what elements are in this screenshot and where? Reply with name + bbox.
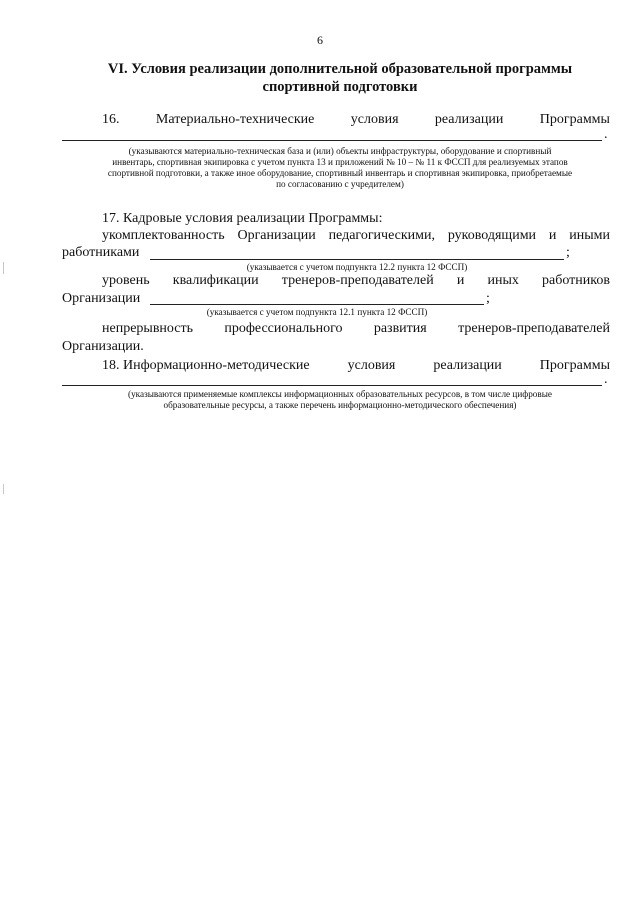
item16-word: условия	[350, 112, 399, 127]
qualification-fill-line	[150, 304, 484, 305]
development-cont: Организации.	[62, 339, 144, 354]
qualification-word: квалификации	[172, 273, 259, 288]
item16-line	[102, 111, 610, 129]
staffing-hint: (указывается с учетом подпункта 12.2 пункта 12 ФССП)	[246, 262, 468, 272]
scan-artifact	[3, 262, 4, 274]
item16-hint	[40, 146, 640, 190]
section-title-line2: спортивной подготовки	[262, 79, 418, 95]
development-word: тренеров-преподавателей	[458, 321, 610, 336]
page-number: 6	[317, 33, 323, 47]
item16-end: .	[604, 127, 608, 142]
qualification-cont: Организации	[62, 291, 141, 306]
qualification-hint: (указывается с учетом подпункта 12.1 пункта 12 ФССП)	[206, 307, 428, 317]
item16-word: Материально-технические	[155, 112, 315, 127]
hint-line: инвентарь, спортивная экипировка с учетом пункта 13 и приложений № 10 – № 11 к ФССП для реализуемых этапов	[112, 157, 568, 167]
staffing-word: руководящими	[447, 228, 537, 243]
qualification-word: уровень	[102, 273, 150, 288]
item16-word: Программы	[539, 112, 610, 127]
qualification-line	[102, 272, 610, 290]
item18-word: 18. Информационно-методические	[102, 358, 310, 373]
qualification-word: тренеров-преподавателей	[281, 273, 434, 288]
hint-line: образовательные ресурсы, а также перечень информационно-методического обеспечения)	[163, 400, 517, 410]
qualification-word: и	[456, 273, 465, 288]
item18-hint	[40, 389, 640, 411]
staffing-word: иными	[569, 228, 610, 243]
development-word: непрерывность	[102, 321, 193, 336]
hint-line: спортивной подготовки, а также иное оборудование, спортивный инвентарь и спортивная экипировка, приобретаемые	[107, 168, 573, 178]
qualification-end: ;	[486, 291, 490, 306]
item18-word: реализации	[433, 358, 502, 373]
hint-line: (указываются материально-техническая база и (или) объекты инфраструктуры, оборудование и спортивный	[128, 146, 552, 156]
development-word: профессионального	[224, 321, 343, 336]
staffing-end: ;	[566, 245, 570, 260]
development-word: развития	[373, 321, 427, 336]
item16-number: 16.	[102, 112, 120, 127]
item17-heading: 17. Кадровые условия реализации Программы:	[102, 211, 383, 226]
staffing-line	[102, 227, 610, 245]
item18-fill-line	[62, 385, 602, 386]
scan-artifact	[3, 484, 4, 494]
staffing-cont: работниками	[62, 245, 140, 260]
qualification-word: работников	[542, 273, 610, 288]
qualification-word: иных	[487, 273, 519, 288]
hint-line: по согласованию с учредителем)	[276, 179, 404, 189]
staffing-word: и	[548, 228, 557, 243]
hint-line: (указываются применяемые комплексы информационных образовательных ресурсов, в том числе цифровые	[128, 389, 552, 399]
item16-word: реализации	[434, 112, 504, 127]
item18-end: .	[604, 372, 608, 387]
item18-line	[102, 357, 610, 375]
staffing-word: Организации	[237, 228, 316, 243]
staffing-word: укомплектованность	[102, 228, 225, 243]
development-line	[102, 320, 610, 338]
item18-word: Программы	[539, 358, 610, 373]
item16-fill-line	[62, 140, 602, 141]
item18-word: условия	[347, 358, 396, 373]
staffing-word: педагогическими,	[328, 228, 436, 243]
section-title-line1: VI. Условия реализации дополнительной образовательной программы	[107, 61, 573, 77]
staffing-fill-line	[150, 259, 564, 260]
